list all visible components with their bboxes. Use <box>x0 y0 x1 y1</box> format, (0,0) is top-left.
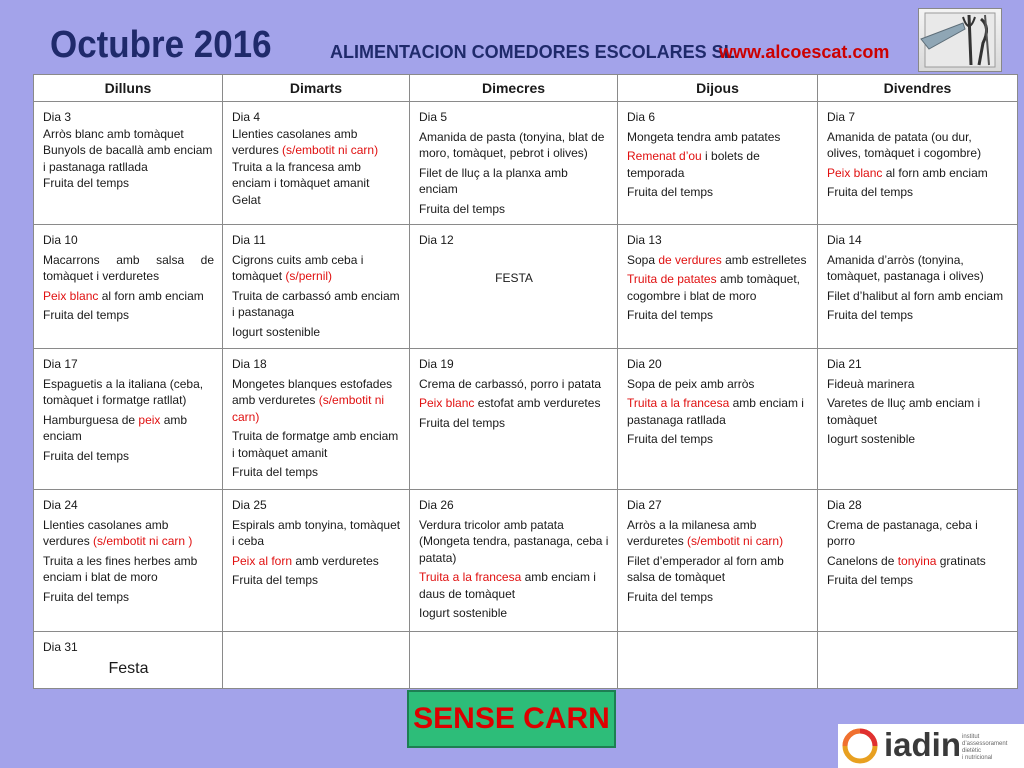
menu-dish <box>419 165 609 198</box>
dish-text: Fruita del temps <box>419 415 506 430</box>
day-cell <box>618 102 818 225</box>
menu-dish <box>827 395 1009 428</box>
highlighted-text: (s/embotit ni carn) <box>282 143 379 157</box>
menu-dish <box>232 324 401 341</box>
week-row <box>34 632 1018 689</box>
dish-text: Fruita del temps <box>827 185 914 199</box>
day-label: Dia 7 <box>827 110 856 124</box>
menu-dish <box>827 553 1009 570</box>
dish-text: Llenties casolanes amb verdures <box>43 517 169 548</box>
menu-dish <box>232 572 401 589</box>
highlighted-text: Peix al forn <box>232 553 293 568</box>
menu-dish <box>232 553 401 570</box>
menu-dish <box>827 517 1009 550</box>
highlighted-text: Peix blanc <box>43 288 99 303</box>
menu-dish <box>232 159 401 192</box>
dish-text: Sopa de peix amb arròs <box>627 376 755 391</box>
holiday-label: FESTA <box>495 270 533 285</box>
day-cell <box>223 632 410 689</box>
dish-text: amb tomàquet, cogombre i blat de moro <box>627 272 800 303</box>
week-row <box>34 349 1018 490</box>
dish-text: Fruita del temps <box>43 308 130 322</box>
highlighted-text: Truita a la francesa <box>627 396 730 410</box>
dish-text: Mongeta tendra amb patates <box>627 129 781 144</box>
day-cell <box>34 102 223 225</box>
day-cell <box>410 225 618 349</box>
menu-dish <box>43 126 214 143</box>
dish-text: Fideuà marinera <box>827 376 915 391</box>
dish-text: Fruita del temps <box>627 432 714 446</box>
highlighted-text: Truita a la francesa <box>419 570 522 584</box>
day-label: Dia 19 <box>419 357 454 371</box>
day-cell <box>410 632 618 689</box>
day-cell <box>223 490 410 632</box>
dish-text: Llenties casolanes amb verdures <box>232 126 358 157</box>
dish-text: estofat amb verduretes <box>474 396 601 410</box>
menu-dish <box>627 148 809 181</box>
menu-dish <box>232 288 401 321</box>
dish-text: Iogurt sostenible <box>419 606 508 620</box>
menu-dish <box>827 165 1009 182</box>
weekday-header: Dijous <box>618 75 818 102</box>
menu-dish <box>43 307 214 324</box>
menu-dish <box>627 589 809 606</box>
highlighted-text: Peix blanc <box>827 165 883 180</box>
dish-text: amb enciam i pastanaga ratllada <box>627 396 804 427</box>
day-label: Dia 28 <box>827 498 862 512</box>
highlighted-text: (s/embotit ni carn ) <box>93 534 193 548</box>
menu-dish <box>827 307 1009 324</box>
menu-dish <box>43 175 214 192</box>
day-label: Dia 3 <box>43 110 72 124</box>
day-label: Dia 24 <box>43 498 78 512</box>
menu-dish <box>627 271 809 304</box>
iadin-mark-icon <box>842 728 878 764</box>
day-label: Dia 26 <box>419 498 454 512</box>
menu-dish <box>43 517 214 550</box>
week-row <box>34 225 1018 349</box>
dish-text: al forn amb enciam <box>98 288 204 303</box>
highlighted-text: (s/embotit ni carn) <box>687 534 784 548</box>
day-cell <box>223 349 410 490</box>
dish-text: Iogurt sostenible <box>827 432 916 446</box>
cutlery-icon <box>918 8 1002 72</box>
highlighted-text: Remenat d’ou <box>627 149 702 163</box>
menu-dish <box>827 288 1009 305</box>
weekday-header: Dimecres <box>410 75 618 102</box>
weekday-header: Divendres <box>818 75 1018 102</box>
menu-dish <box>627 252 809 269</box>
dish-text: Amanida de pasta (tonyina, blat de moro, tomàquet, pebrot i olives) <box>419 129 605 160</box>
dish-text: Fruita del temps <box>827 308 914 322</box>
sense-carn-badge: SENSE CARN <box>407 690 616 748</box>
menu-table <box>33 74 1018 689</box>
day-label: Dia 18 <box>232 357 267 371</box>
day-cell <box>618 225 818 349</box>
menu-dish <box>419 517 609 567</box>
menu-dish <box>419 605 609 622</box>
day-cell <box>410 490 618 632</box>
dish-text: Fruita del temps <box>627 308 714 322</box>
dish-text: Truita a les fines herbes amb enciam i blat de moro <box>43 553 198 584</box>
iadin-logo-subtitle: institut d’assessorament dietètic i nutricional <box>962 734 1008 761</box>
menu-dish <box>232 252 401 285</box>
dish-text: Amanida d’arròs (tonyina, tomàquet, pastanaga i olives) <box>827 252 984 283</box>
day-label: Dia 25 <box>232 498 267 512</box>
menu-dish <box>232 428 401 461</box>
dish-text: amb estrelletes <box>721 252 807 267</box>
dish-text: Amanida de patata (ou dur, olives, tomàquet i cogombre) <box>827 129 982 160</box>
dish-text: Crema de carbassó, porro i patata <box>419 376 602 391</box>
holiday-label: Festa <box>108 659 149 677</box>
day-cell <box>818 225 1018 349</box>
dish-text: Cigrons cuits amb ceba i tomàquet <box>232 252 364 283</box>
menu-dish <box>419 415 609 432</box>
iadin-logo-word: iadin <box>884 726 962 763</box>
dish-text: Truita de carbassó amb enciam i pastanaga <box>232 288 400 319</box>
dish-text: al forn amb enciam <box>882 165 988 180</box>
dish-text: Fruita del temps <box>627 185 714 199</box>
company-name: ALIMENTACION COMEDORES ESCOLARES SL <box>330 42 735 62</box>
highlighted-text: (s/embotit ni carn) <box>232 393 385 424</box>
dish-text: amb verduretes <box>292 553 379 568</box>
highlighted-text: Truita de patates <box>627 272 717 286</box>
dish-text: Filet d’emperador al forn amb salsa de tomàquet <box>627 553 784 584</box>
day-cell <box>223 225 410 349</box>
day-label: Dia 31 <box>43 640 78 654</box>
website-link[interactable]: www.alcoescat.com <box>719 42 890 62</box>
day-label: Dia 12 <box>419 233 454 247</box>
dish-text: Fruita del temps <box>232 573 319 587</box>
dish-text: amb enciam i daus de tomàquet <box>419 570 596 601</box>
highlighted-text: (s/pernil) <box>285 269 333 283</box>
day-cell <box>618 632 818 689</box>
menu-dish <box>627 184 809 201</box>
dish-text: Truita de formatge amb enciam i tomàquet amanit <box>232 429 399 460</box>
dish-text: Hamburguesa de <box>43 412 139 427</box>
menu-dish <box>627 431 809 448</box>
menu-dish <box>43 589 214 606</box>
menu-dish <box>43 288 214 305</box>
week-row <box>34 102 1018 225</box>
day-cell <box>818 102 1018 225</box>
dish-text: Arròs a la milanesa amb verduretes <box>627 517 757 548</box>
weekday-header-row <box>34 75 1018 102</box>
day-label: Dia 21 <box>827 357 862 371</box>
menu-dish <box>627 517 809 550</box>
day-cell <box>410 349 618 490</box>
dish-text: Filet d’halibut al forn amb enciam <box>827 288 1004 303</box>
day-label: Dia 14 <box>827 233 862 247</box>
dish-text: Canelons de <box>827 553 898 568</box>
page-title: Octubre 2016 <box>50 24 272 66</box>
weekday-header: Dimarts <box>223 75 410 102</box>
day-cell <box>34 349 223 490</box>
dish-text: Mongetes blanques estofades amb verduretes <box>232 376 393 407</box>
day-cell <box>34 225 223 349</box>
dish-text: Sopa <box>627 252 659 267</box>
menu-dish <box>419 376 609 393</box>
dish-text: Arròs blanc amb tomàquet <box>43 126 184 141</box>
menu-dish <box>627 307 809 324</box>
menu-dish <box>232 126 401 159</box>
dish-text: Espaguetis a la italiana (ceba, tomàquet i formatge ratllat) <box>43 376 204 407</box>
highlighted-text: peix <box>138 412 161 427</box>
menu-dish <box>43 553 214 586</box>
menu-dish <box>827 376 1009 393</box>
dish-text: Gelat <box>232 192 261 207</box>
day-cell <box>818 632 1018 689</box>
menu-dish <box>43 252 214 285</box>
dish-text: Fruita del temps <box>43 589 130 604</box>
menu-dish <box>827 184 1009 201</box>
menu-dish <box>43 142 214 175</box>
dish-text: amb enciam <box>43 412 188 443</box>
day-cell <box>34 490 223 632</box>
dish-text: i bolets de temporada <box>627 149 760 180</box>
highlighted-text: tonyina <box>897 553 937 568</box>
day-cell <box>818 349 1018 490</box>
day-label: Dia 11 <box>232 233 266 247</box>
menu-dish <box>232 517 401 550</box>
day-label: Dia 20 <box>627 357 662 371</box>
dish-text: Fruita del temps <box>43 176 130 190</box>
menu-dish <box>627 376 809 393</box>
menu-dish <box>827 431 1009 448</box>
day-label: Dia 4 <box>232 110 261 124</box>
menu-dish <box>627 129 809 146</box>
day-label: Dia 17 <box>43 357 78 371</box>
menu-dish <box>232 192 401 209</box>
day-cell <box>818 490 1018 632</box>
day-cell <box>618 490 818 632</box>
dish-text: Espirals amb tonyina, tomàquet i ceba <box>232 517 401 548</box>
dish-text: Crema de pastanaga, ceba i porro <box>827 517 978 548</box>
dish-text: Varetes de lluç amb enciam i tomàquet <box>827 396 981 427</box>
dish-text: Fruita del temps <box>419 201 506 216</box>
day-label: Dia 5 <box>419 110 448 124</box>
dish-text: Iogurt sostenible <box>232 324 321 339</box>
menu-dish <box>827 252 1009 285</box>
menu-dish <box>627 395 809 428</box>
menu-dish <box>43 448 214 465</box>
menu-dish <box>419 569 609 602</box>
menu-dish <box>627 553 809 586</box>
dish-text: Fruita del temps <box>627 589 714 604</box>
dish-text: Fruita del temps <box>827 573 914 587</box>
highlighted-text: de verdures <box>658 252 722 267</box>
dish-text: gratinats <box>936 553 986 568</box>
day-label: Dia 10 <box>43 233 78 247</box>
day-cell <box>618 349 818 490</box>
day-label: Dia 27 <box>627 498 662 512</box>
day-cell <box>34 632 223 689</box>
day-label: Dia 13 <box>627 233 662 247</box>
menu-dish <box>43 412 214 445</box>
dish-text: Fruita del temps <box>43 448 130 463</box>
dish-text: Fruita del temps <box>232 465 319 479</box>
day-cell <box>410 102 618 225</box>
menu-dish <box>827 129 1009 162</box>
menu-dish <box>43 376 214 409</box>
dish-text: Macarrons amb salsa de tomàquet i verduretes <box>43 252 214 283</box>
dish-text: Filet de lluç a la planxa amb enciam <box>419 165 568 196</box>
iadin-logo <box>838 724 1024 768</box>
highlighted-text: Peix blanc <box>419 396 475 410</box>
dish-text: Bunyols de bacallà amb enciam i pastanaga ratllada <box>43 143 213 174</box>
menu-dish <box>419 129 609 162</box>
day-label: Dia 6 <box>627 110 656 124</box>
menu-dish <box>232 464 401 481</box>
dish-text: Truita a la francesa amb enciam i tomàquet amanit <box>232 159 370 190</box>
week-row <box>34 490 1018 632</box>
menu-dish <box>419 395 609 412</box>
weekday-header: Dilluns <box>34 75 223 102</box>
day-cell <box>223 102 410 225</box>
menu-dish <box>419 201 609 218</box>
menu-dish <box>232 376 401 426</box>
dish-text: Verdura tricolor amb patata (Mongeta tendra, pastanaga, ceba i patata) <box>419 517 609 565</box>
menu-dish <box>827 572 1009 589</box>
